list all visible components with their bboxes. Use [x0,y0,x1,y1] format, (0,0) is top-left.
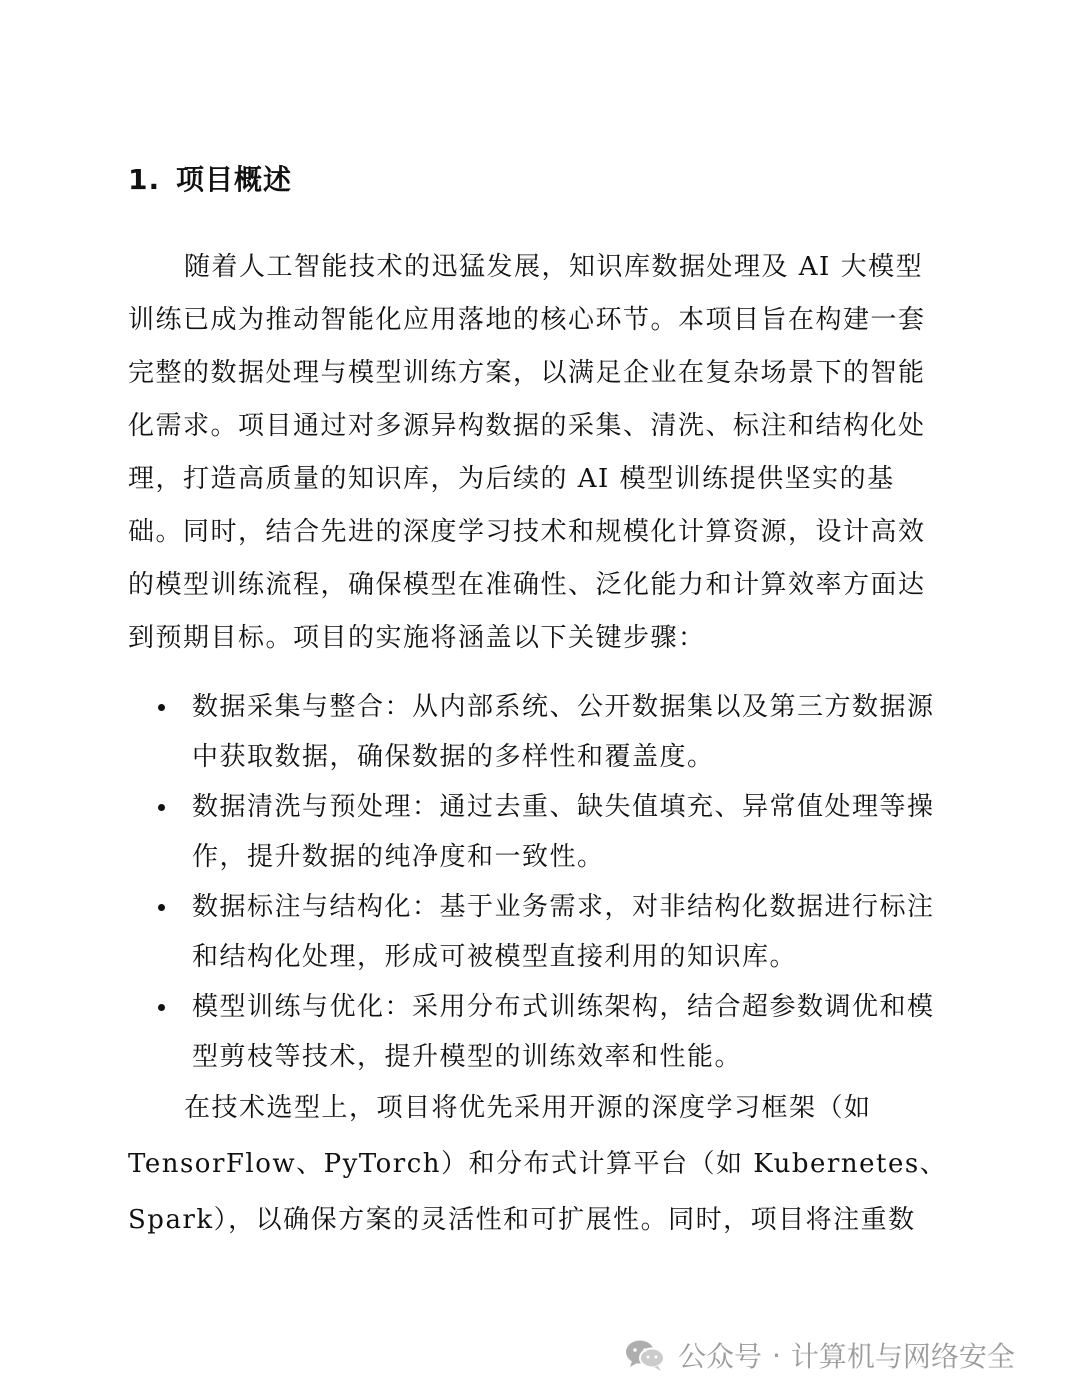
list-item [128,682,968,782]
bullet-icon [158,804,165,811]
list-item-line: 型剪枝等技术，提升模型的训练效率和性能。 [192,1042,743,1072]
list-item-line: 中获取数据，确保数据的多样性和覆盖度。 [192,742,715,772]
watermark [624,1330,1015,1380]
paragraph-line: TensorFlow、PyTorch）和分布式计算平台（如 Kubernetes、 [128,1149,948,1179]
list-item-line: 数据标注与结构化：基于业务需求，对非结构化数据进行标注 [192,892,935,922]
list-item [128,882,968,982]
list-item-line: 数据清洗与预处理：通过去重、缺失值填充、异常值处理等操 [192,792,935,822]
list-item [128,982,968,1082]
list-item-line: 和结构化处理，形成可被模型直接利用的知识库。 [192,942,798,972]
paragraph-line: 在技术选型上，项目将优先采用开源的深度学习框架（如 [184,1093,872,1123]
list-item [128,782,968,882]
list-item-line: 数据采集与整合：从内部系统、公开数据集以及第三方数据源 [192,692,935,722]
intro-paragraph [128,241,958,665]
wechat-icon [624,1338,666,1372]
bullet-icon [158,704,165,711]
bullet-icon [158,1004,165,1011]
paragraph-line: 到预期目标。项目的实施将涵盖以下关键步骤： [128,623,706,653]
steps-list [128,682,968,1082]
watermark-label: 公众号 [678,1340,763,1373]
paragraph-line: 训练已成为推动智能化应用落地的核心环节。本项目旨在构建一套 [128,305,926,335]
section-title: 项目概述 [176,163,293,196]
section-number: 1. [128,163,161,196]
paragraph-line: 完整的数据处理与模型训练方案，以满足企业在复杂场景下的智能 [128,358,926,388]
paragraph-line: Spark），以确保方案的灵活性和可扩展性。同时，项目将注重数 [128,1205,916,1235]
paragraph-line: 化需求。项目通过对多源异构数据的采集、清洗、标注和结构化处 [128,411,926,441]
paragraph-line: 理，打造高质量的知识库，为后续的 AI 模型训练提供坚实的基 [128,464,895,494]
paragraph-line: 的模型训练流程，确保模型在准确性、泛化能力和计算效率方面达 [128,570,926,600]
section-heading [128,158,292,202]
bullet-icon [158,904,165,911]
closing-paragraph [128,1080,958,1248]
watermark-separator: · [772,1338,781,1372]
paragraph-line: 础。同时，结合先进的深度学习技术和规模化计算资源，设计高效 [128,517,926,547]
paragraph-line: 随着人工智能技术的迅猛发展，知识库数据处理及 AI 大模型 [184,252,924,282]
watermark-account: 计算机与网络安全 [790,1340,1015,1373]
list-item-line: 模型训练与优化：采用分布式训练架构，结合超参数调优和模 [192,992,935,1022]
list-item-line: 作，提升数据的纯净度和一致性。 [192,842,605,872]
